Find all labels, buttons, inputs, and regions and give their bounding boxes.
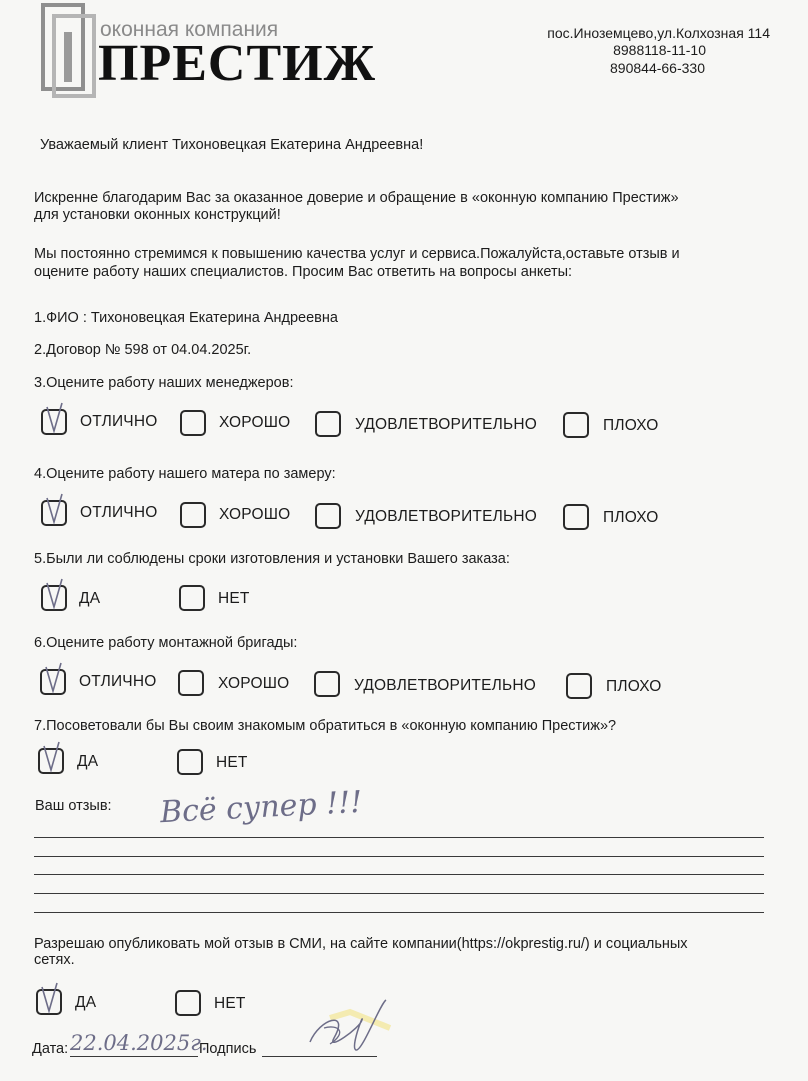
q5-yes-label: ДА — [79, 590, 101, 607]
thanks-line-1: Искренне благодарим Вас за оказанное доверие и обращение в «оконную компанию Престиж» — [34, 190, 679, 206]
checkmark-icon — [44, 401, 66, 433]
intro-line-2: оцените работу наших специалистов. Просим Вас ответить на вопросы анкеты: — [34, 264, 573, 280]
company-tagline: оконная компания — [100, 18, 279, 41]
q4-satisfactory-label: УДОВЛЕТВОРИТЕЛЬНО — [355, 508, 538, 525]
question-4: 4.Оцените работу нашего матера по замеру: — [34, 466, 336, 482]
company-address: пос.Иноземцево,ул.Колхозная 114 — [547, 25, 770, 41]
q3-satisfactory-checkbox[interactable] — [315, 411, 341, 437]
review-line-5 — [34, 912, 764, 913]
q4-good-checkbox[interactable] — [180, 502, 206, 528]
q6-excellent-label: ОТЛИЧНО — [79, 673, 157, 690]
question-7: 7.Посоветовали бы Вы своим знакомым обратиться в «оконную компанию Престиж»? — [34, 718, 617, 734]
review-line-1 — [34, 837, 764, 838]
review-line-3 — [34, 874, 764, 875]
q3-good-label: ХОРОШО — [219, 414, 291, 431]
q6-bad-checkbox[interactable] — [566, 673, 592, 699]
q6-satisfactory-label: УДОВЛЕТВОРИТЕЛЬНО — [354, 677, 537, 694]
q5-no-label: НЕТ — [218, 590, 250, 607]
company-phone-1: 8988118-11-10 — [613, 42, 706, 58]
review-line-4 — [34, 893, 764, 894]
q6-excellent-checkbox[interactable] — [40, 669, 66, 695]
company-name: ПРЕСТИЖ — [98, 35, 376, 92]
publish-yes-checkbox[interactable] — [36, 989, 62, 1015]
checkmark-icon — [43, 661, 65, 693]
date-label: Дата: — [32, 1041, 69, 1057]
signature-icon[interactable] — [290, 998, 400, 1060]
question-5: 5.Были ли соблюдены сроки изготовления и установки Вашего заказа: — [34, 551, 510, 567]
publish-no-label: НЕТ — [214, 995, 246, 1012]
q7-yes-label: ДА — [77, 753, 99, 770]
review-handwritten-text[interactable]: Всё супер !!! — [159, 784, 364, 831]
company-logo-icon — [40, 2, 98, 98]
q7-no-label: НЕТ — [216, 754, 248, 771]
full-name-field: 1.ФИО : Тихоновецкая Екатерина Андреевна — [34, 310, 338, 326]
q3-satisfactory-label: УДОВЛЕТВОРИТЕЛЬНО — [355, 416, 538, 433]
q6-good-label: ХОРОШО — [218, 675, 290, 692]
date-underline — [70, 1056, 198, 1057]
q3-excellent-label: ОТЛИЧНО — [80, 413, 158, 430]
q5-yes-checkbox[interactable] — [41, 585, 67, 611]
publish-yes-label: ДА — [75, 994, 97, 1011]
checkmark-icon — [41, 740, 63, 772]
checkmark-icon — [44, 577, 66, 609]
thanks-line-2: для установки оконных конструкций! — [34, 207, 281, 223]
intro-line-1: Мы постоянно стремимся к повышению качества услуг и сервиса.Пожалуйста,оставьте отзыв и — [34, 246, 680, 262]
q3-bad-label: ПЛОХО — [603, 417, 659, 434]
q7-yes-checkbox[interactable] — [38, 748, 64, 774]
company-phone-2: 890844-66-330 — [610, 60, 705, 76]
q4-satisfactory-checkbox[interactable] — [315, 503, 341, 529]
question-3: 3.Оцените работу наших менеджеров: — [34, 375, 294, 391]
review-label: Ваш отзыв: — [35, 798, 112, 814]
consent-line-2: сетях. — [34, 952, 75, 968]
q4-bad-checkbox[interactable] — [563, 504, 589, 530]
q4-bad-label: ПЛОХО — [603, 509, 659, 526]
q4-excellent-label: ОТЛИЧНО — [80, 504, 158, 521]
q6-good-checkbox[interactable] — [178, 670, 204, 696]
question-6: 6.Оцените работу монтажной бригады: — [34, 635, 298, 651]
checkmark-icon — [39, 981, 61, 1013]
checkmark-icon — [44, 492, 66, 524]
publish-no-checkbox[interactable] — [175, 990, 201, 1016]
q3-excellent-checkbox[interactable] — [41, 409, 67, 435]
q3-good-checkbox[interactable] — [180, 410, 206, 436]
q5-no-checkbox[interactable] — [179, 585, 205, 611]
q3-bad-checkbox[interactable] — [563, 412, 589, 438]
signature-label: Подпись — [199, 1041, 257, 1057]
q4-good-label: ХОРОШО — [219, 506, 291, 523]
review-line-2 — [34, 856, 764, 857]
q6-satisfactory-checkbox[interactable] — [314, 671, 340, 697]
consent-line-1: Разрешаю опубликовать мой отзыв в СМИ, на сайте компании(https://okprestig.ru/) и социальных — [34, 936, 688, 952]
greeting: Уважаемый клиент Тихоновецкая Екатерина Андреевна! — [40, 137, 424, 153]
contract-field: 2.Договор № 598 от 04.04.2025г. — [34, 342, 252, 358]
date-value[interactable]: 22.04.2025г. — [70, 1031, 208, 1055]
q6-bad-label: ПЛОХО — [606, 678, 662, 695]
q7-no-checkbox[interactable] — [177, 749, 203, 775]
q4-excellent-checkbox[interactable] — [41, 500, 67, 526]
